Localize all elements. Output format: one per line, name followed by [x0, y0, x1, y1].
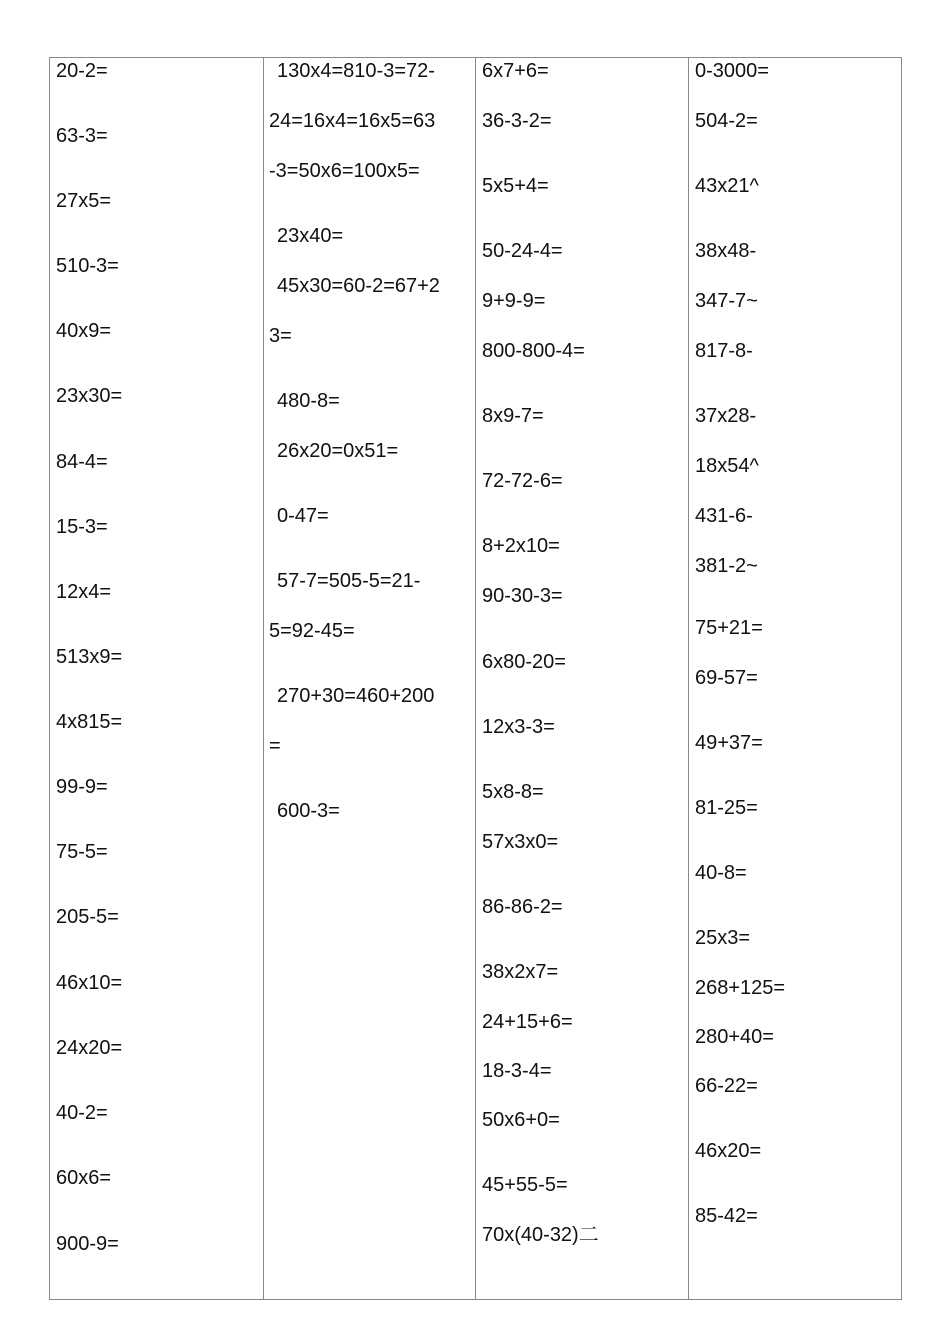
problem-item: 85-42= — [695, 1205, 758, 1227]
problem-item: 26x20=0x51= — [277, 440, 399, 462]
problem-item: 280+40= — [695, 1026, 774, 1048]
problem-item: 5x8-8= — [482, 781, 544, 803]
problem-item: 57x3x0= — [482, 831, 559, 853]
problem-item: 15-3= — [56, 516, 108, 538]
problem-item: 40-8= — [695, 862, 747, 884]
problem-item: 43x21^ — [695, 175, 759, 197]
problem-item: 63-3= — [56, 125, 108, 147]
problem-item: 57-7=505-5=21- — [277, 570, 421, 592]
problem-item: 6x80-20= — [482, 651, 566, 673]
problem-item: 18-3-4= — [482, 1060, 552, 1082]
problem-item: 800-800-4= — [482, 340, 585, 362]
problem-item: 60x6= — [56, 1167, 112, 1189]
problem-item: 18x54^ — [695, 455, 759, 477]
problem-item: 23x40= — [277, 225, 344, 247]
problem-item: 24x20= — [56, 1037, 123, 1059]
problem-item: 381-2~ — [695, 555, 758, 577]
problem-item: 25x3= — [695, 927, 751, 949]
column-3 — [475, 58, 688, 1299]
problem-item: 38x2x7= — [482, 961, 559, 983]
problem-item: 37x28- — [695, 405, 757, 427]
problem-item: 24+15+6= — [482, 1011, 573, 1033]
problem-item: 504-2= — [695, 110, 758, 132]
problem-item: 0-47= — [277, 505, 329, 527]
problem-item: 12x4= — [56, 581, 112, 603]
column-2 — [263, 58, 475, 1299]
problem-item: 75-5= — [56, 841, 108, 863]
column-1 — [50, 58, 263, 1299]
problem-item: 84-4= — [56, 451, 108, 473]
problem-item: 4x815= — [56, 711, 123, 733]
problem-item: 480-8= — [277, 390, 340, 412]
problem-item: 20-2= — [56, 60, 108, 82]
problem-item: 66-22= — [695, 1075, 758, 1097]
problem-item: 40x9= — [56, 320, 112, 342]
problem-item: 86-86-2= — [482, 896, 563, 918]
problem-item: 8x9-7= — [482, 405, 544, 427]
problem-item: 205-5= — [56, 906, 119, 928]
problem-item: 46x10= — [56, 972, 123, 994]
problem-item: -3=50x6=100x5= — [269, 160, 420, 182]
problem-item: 99-9= — [56, 776, 108, 798]
problem-item: 40-2= — [56, 1102, 108, 1124]
problem-item: 50-24-4= — [482, 240, 563, 262]
problem-item: 45+55-5= — [482, 1174, 568, 1196]
problem-item: 27x5= — [56, 190, 112, 212]
problem-item: 5=92-45= — [269, 620, 355, 642]
problem-item: 3= — [269, 325, 292, 347]
worksheet-table — [49, 57, 902, 1300]
problem-item: 24=16x4=16x5=63 — [269, 110, 436, 132]
problem-item: 347-7~ — [695, 290, 758, 312]
problem-item: 46x20= — [695, 1140, 762, 1162]
problem-item: 45x30=60-2=67+2 — [277, 275, 440, 297]
problem-item: 6x7+6= — [482, 60, 549, 82]
problem-item: 0-3000= — [695, 60, 769, 82]
problem-item: 49+37= — [695, 732, 763, 754]
problem-item: 9+9-9= — [482, 290, 546, 312]
problem-item: 130x4=810-3=72- — [277, 60, 435, 82]
problem-item: 50x6+0= — [482, 1109, 560, 1131]
problem-item: 817-8- — [695, 340, 753, 362]
problem-item: 12x3-3= — [482, 716, 555, 738]
problem-item: 75+21= — [695, 617, 763, 639]
problem-item: 72-72-6= — [482, 470, 563, 492]
problem-item: 270+30=460+200 — [277, 685, 435, 707]
problem-item: 5x5+4= — [482, 175, 549, 197]
problem-item: 431-6- — [695, 505, 753, 527]
column-4 — [688, 58, 901, 1299]
problem-item: 36-3-2= — [482, 110, 552, 132]
problem-item: 510-3= — [56, 255, 119, 277]
problem-item: 81-25= — [695, 797, 758, 819]
problem-item: 38x48- — [695, 240, 757, 262]
problem-item: 600-3= — [277, 800, 340, 822]
problem-item: 8+2x10= — [482, 535, 560, 557]
problem-item: 90-30-3= — [482, 585, 563, 607]
problem-item: 70x(40-32)二 — [482, 1224, 599, 1246]
problem-item: 900-9= — [56, 1233, 119, 1255]
problem-item: 69-57= — [695, 667, 758, 689]
problem-item: 513x9= — [56, 646, 123, 668]
problem-item: = — [269, 735, 281, 757]
problem-item: 23x30= — [56, 385, 123, 407]
problem-item: 268+125= — [695, 977, 786, 999]
